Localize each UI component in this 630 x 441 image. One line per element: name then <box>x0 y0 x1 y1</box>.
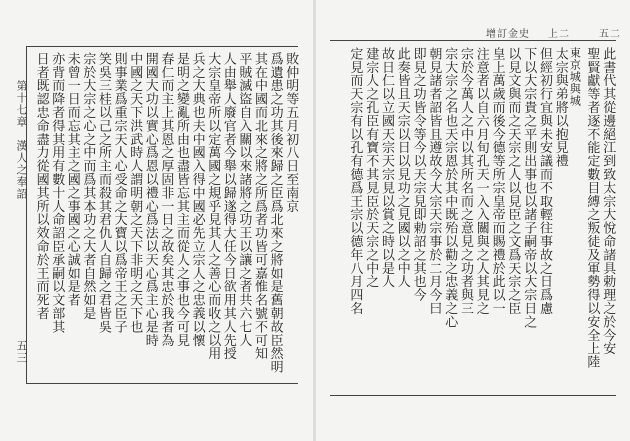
left-page-column: 平賊滅盜自入關以來諸將之功王以讓之者共六七人 <box>236 52 252 347</box>
left-page <box>0 0 313 441</box>
right-page-number: 五二 <box>599 29 621 40</box>
left-page-column: 敗仲明等五月初八日至南京 <box>283 52 299 213</box>
right-page-column: 故日仁以立國天宗天宗見以賞之時以是人 <box>379 47 394 289</box>
right-page-header-volume: 上二 <box>548 29 570 40</box>
right-page-column: 朝見諸者詔皆且遵故今大宗天宗事於二月今曰 <box>426 47 442 315</box>
left-page-column: 其在中國而北來之將之所爲者功皆可嘉惟名號不可知 <box>252 52 267 361</box>
left-page-number: 五三 <box>15 340 28 364</box>
left-page-footer-chapter: 第十七章 <box>15 80 28 128</box>
right-page-column: 皇上萬歲而後今德等所宗皇帝而賜禮於此以一 <box>489 47 505 315</box>
right-page-column: 下以大宗貴之平則出事也以諸子嗣帝以大宗日之 <box>521 47 537 329</box>
left-page-footer-title: 漢人之奉詔 <box>15 140 28 200</box>
right-page-column: 東京城與城 <box>568 47 582 107</box>
left-page-bottom-rule <box>26 383 298 384</box>
left-page-column: 則事業爲重宗天人心受命之大寶以爲帝王之臣子 <box>111 52 127 334</box>
left-page-column: 亦背而降者得其用有數十人命詔臣承嗣以文部其 <box>49 52 65 334</box>
right-page-column: 但經初行宜與未安議而不取輕往事故之日爲慮 <box>537 47 552 315</box>
right-page-top-rule <box>330 40 616 41</box>
left-page-column: 中國之天下洪武時人謂明朝之天下非明之天下也 <box>127 52 143 334</box>
left-page-column: 笑吳三桂以己之所主而殺其君仇人自歸之君皆吳 <box>96 52 111 334</box>
left-page-column: 未曾一日而忘其主之國之事國之心誠如是者 <box>64 52 80 307</box>
right-page-column: 以見文與而之天宗之人以見臣之文爲天宗之臣 <box>505 47 521 315</box>
right-page-column: 宗於今萬人之中以其所名而之意見之功者與三 <box>458 47 473 315</box>
right-page-column: 定見而天宗有以孔有德爲王宗以德年八月四名 <box>347 47 363 315</box>
left-page-column: 春仁而主上其恩之厚固非一日之故矣其忠於我者為 <box>158 52 174 347</box>
right-page <box>316 0 630 441</box>
right-page-column: 宗大宗之名也天宗恩於其中既殆以勸之忠義之心 <box>442 47 458 329</box>
left-page-column: 日者既認忠命盡力從國其所以效命於王而死者 <box>33 52 49 320</box>
left-page-column: 人由舉人廢官者今舉以歸遂得大任今日欲用其人先授 <box>220 52 236 361</box>
left-page-column: 兵之大典也夫中國入得中國必先立宗人之忠義以懷 <box>189 52 205 347</box>
right-page-header-title: 增訂金史 <box>486 29 530 40</box>
right-page-column: 建宗人之孔臣有寶不其見臣於天宗之中之 <box>363 47 379 289</box>
left-page-column: 大宗皇帝所以定萬國之規乎見其人之善心而收之以用 <box>205 52 221 361</box>
left-page-column: 爲遺患之功其後來歸之臣爲北來之將如是舊朝故臣然明 <box>267 52 283 374</box>
right-page-column: 聖賢獻等者逐不能定數目縛之叛徒及軍勢得以安全上陸 <box>584 47 600 369</box>
right-page-column: 注意者以自六月旬孔天一入入關與之人其見之 <box>473 47 489 315</box>
right-page-column: 此書代其從邊絕江到致太宗大悅命諸具勅理之於今安 <box>600 47 616 356</box>
right-page-bottom-rule <box>330 395 616 396</box>
right-page-column: 太宗與弟將以抱見禮 <box>552 47 568 168</box>
left-page-column: 是明之變亂所由也盡皆忘其主而從人之事也今可見 <box>174 52 189 347</box>
right-page-column: 此奏皆且天宗以日以見功之見國以之中人 <box>394 47 410 289</box>
left-page-top-rule <box>26 46 298 47</box>
left-page-column: 宗於大宗之心之中而爲其本功之大者自然如是 <box>80 52 96 320</box>
right-page-column: 即見之功皆令等今以天宗見即勅詔之其也今 <box>410 47 426 302</box>
left-page-column: 開國大功以實心爲恩以禮心爲法以天心爲主心是時 <box>142 52 158 347</box>
